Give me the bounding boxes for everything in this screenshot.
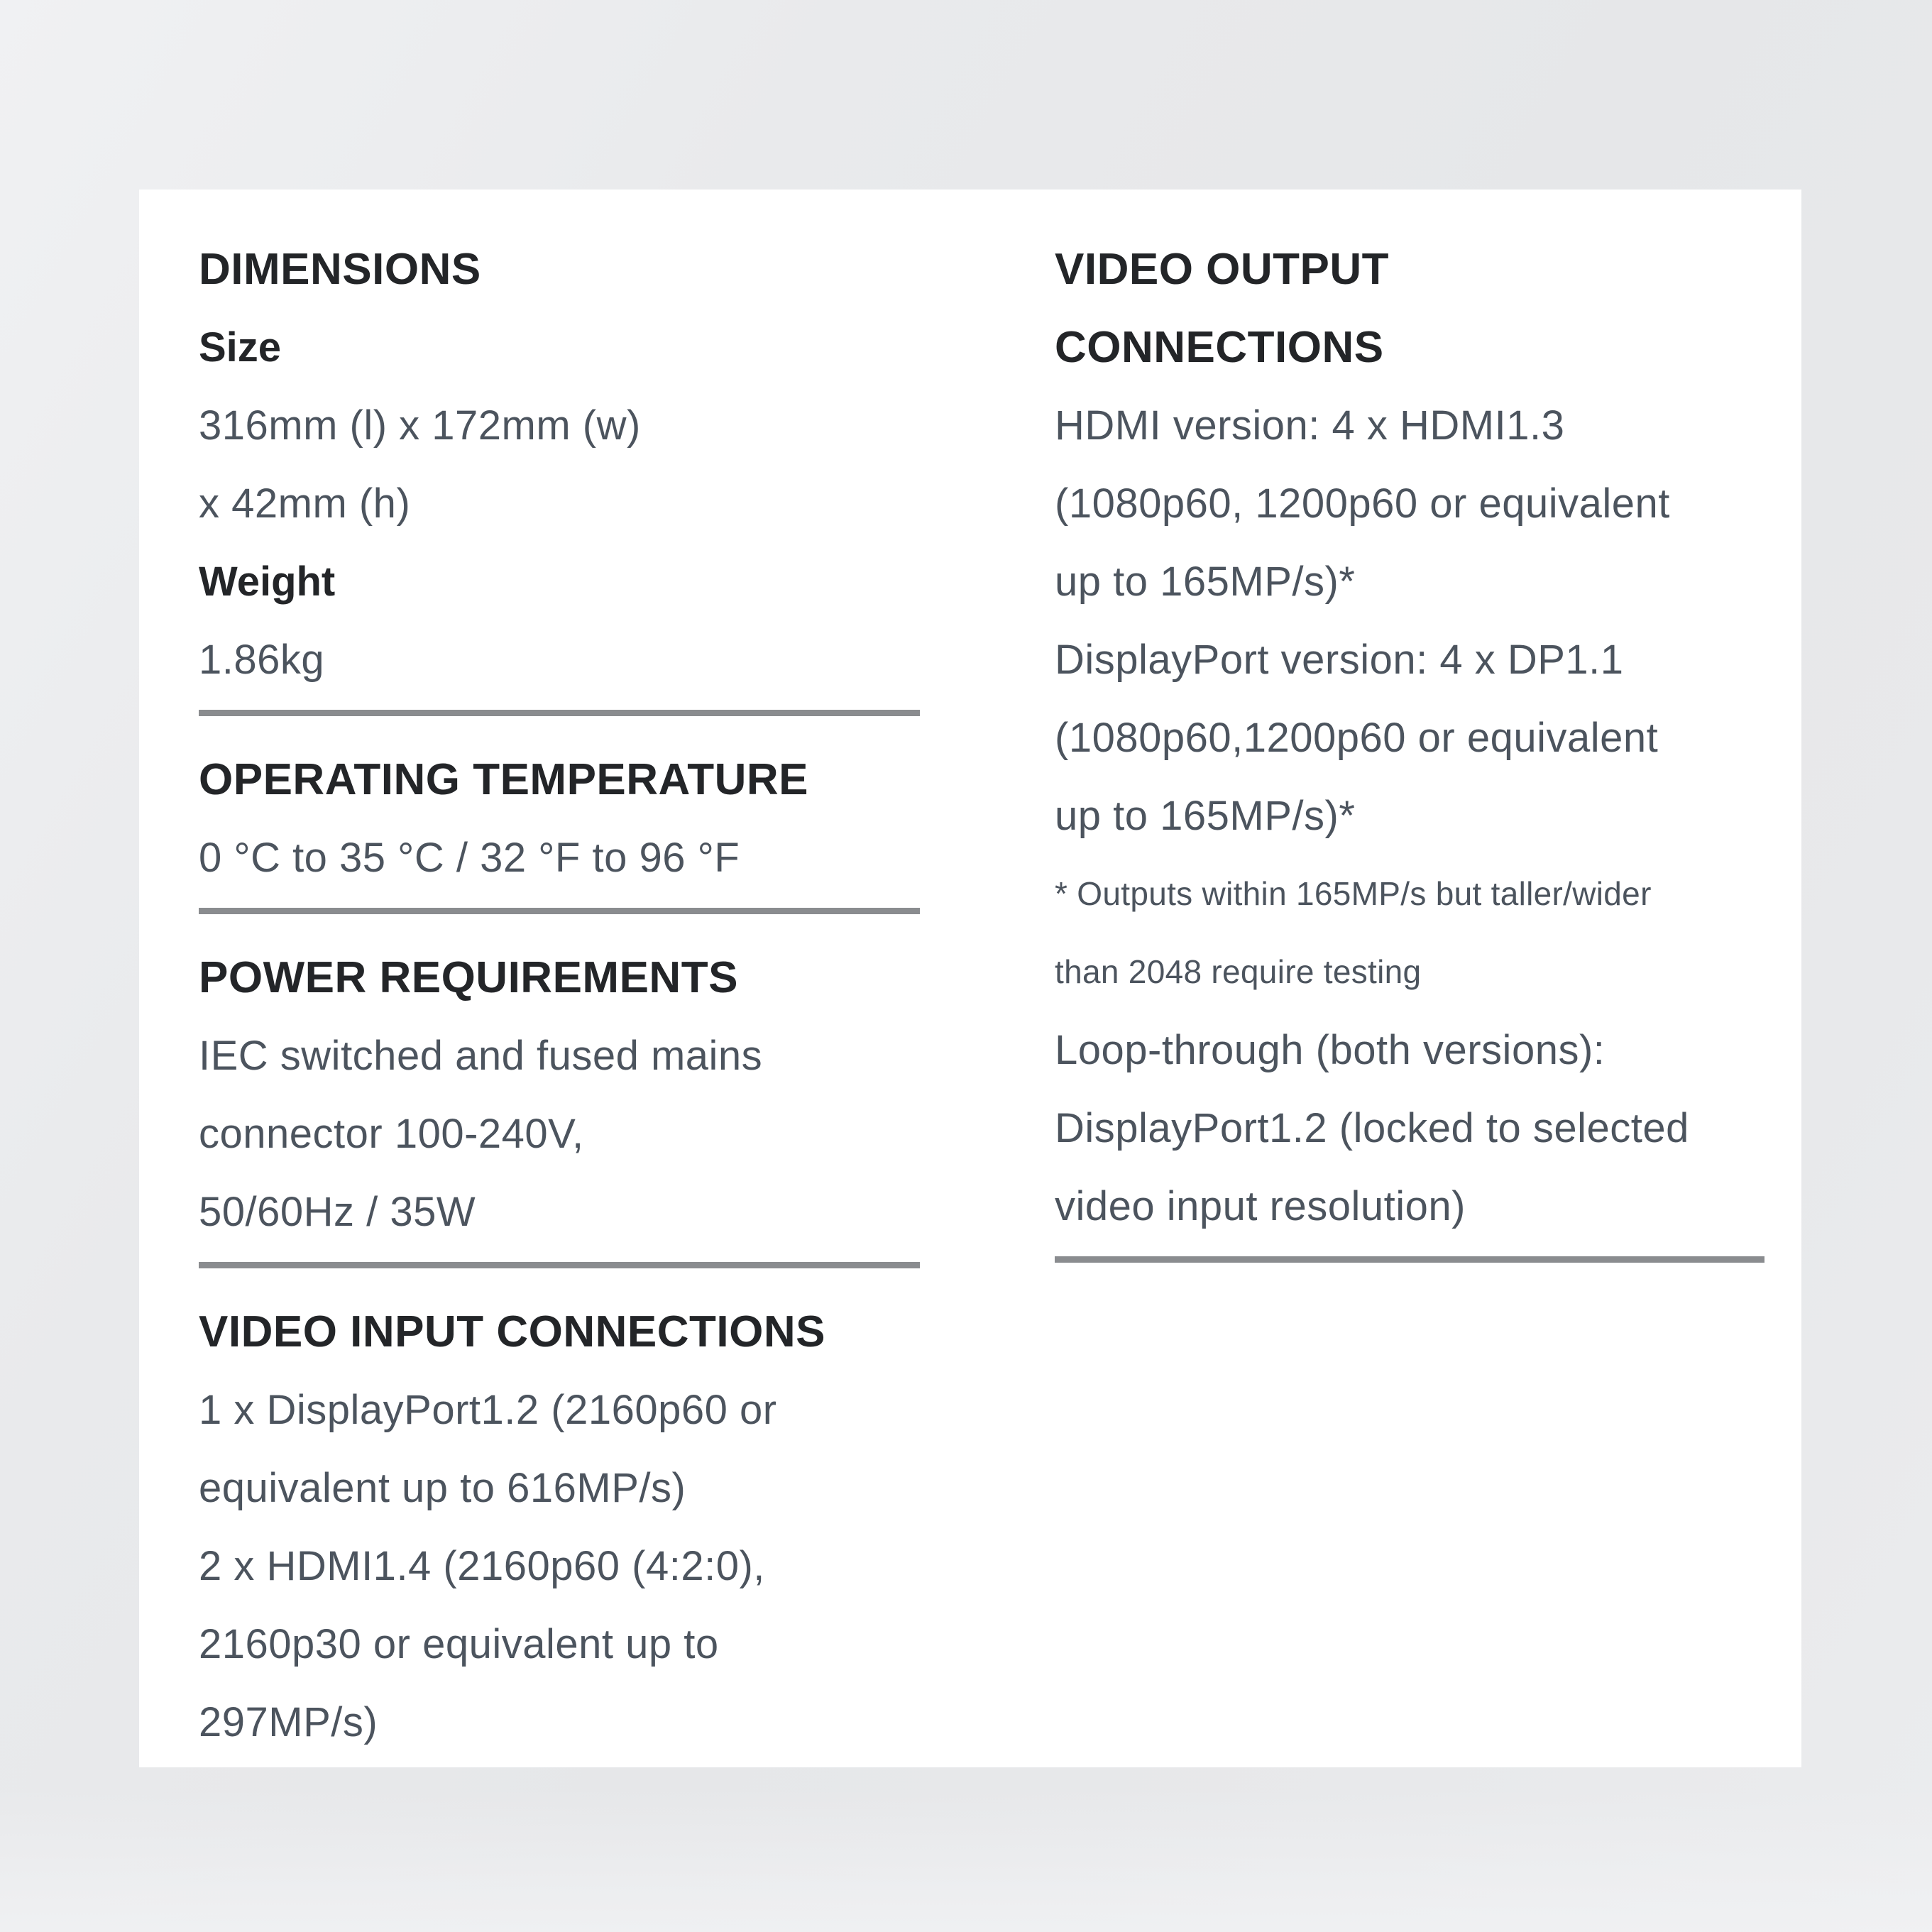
right-column: [1055, 230, 1807, 1287]
weight-label: Weight: [199, 558, 336, 605]
weight-value: 1.86kg: [199, 636, 325, 683]
power-requirements-line-3: 50/60Hz / 35W: [199, 1188, 476, 1235]
video-input-line-4: 2160p30 or equivalent up to: [199, 1620, 719, 1667]
video-input-line-2: equivalent up to 616MP/s): [199, 1464, 686, 1511]
video-output-connections-heading-line-2: CONNECTIONS: [1055, 322, 1384, 372]
video-output-line-5: (1080p60,1200p60 or equivalent: [1055, 714, 1659, 761]
video-output-line-3: up to 165MP/s)*: [1055, 558, 1356, 605]
size-value-line-2: x 42mm (h): [199, 480, 411, 527]
operating-temperature-value: 0 °C to 35 °C / 32 °F to 96 °F: [199, 834, 740, 881]
section-divider: [199, 1262, 920, 1268]
operating-temperature-heading: OPERATING TEMPERATURE: [199, 754, 809, 804]
spec-sheet-card: [139, 190, 1801, 1767]
size-label: Size: [199, 324, 282, 371]
section-divider: [1055, 1256, 1764, 1263]
section-divider: [199, 908, 920, 914]
dimensions-heading: DIMENSIONS: [199, 244, 481, 294]
video-input-line-5: 297MP/s): [199, 1698, 378, 1745]
left-column: [199, 230, 924, 1761]
video-output-footnote-line-2: than 2048 require testing: [1055, 953, 1422, 990]
video-output-line-9: video input resolution): [1055, 1182, 1466, 1229]
video-output-connections-heading-line-1: VIDEO OUTPUT: [1055, 244, 1390, 294]
video-input-line-3: 2 x HDMI1.4 (2160p60 (4:2:0),: [199, 1542, 765, 1589]
power-requirements-line-1: IEC switched and fused mains: [199, 1032, 763, 1079]
video-output-line-6: up to 165MP/s)*: [1055, 792, 1356, 839]
video-output-line-2: (1080p60, 1200p60 or equivalent: [1055, 480, 1670, 527]
power-requirements-heading: POWER REQUIREMENTS: [199, 953, 738, 1002]
video-output-footnote-line-1: * Outputs within 165MP/s but taller/wider: [1055, 875, 1652, 912]
power-requirements-line-2: connector 100-240V,: [199, 1110, 584, 1157]
video-output-line-1: HDMI version: 4 x HDMI1.3: [1055, 402, 1565, 449]
video-input-line-1: 1 x DisplayPort1.2 (2160p60 or: [199, 1386, 777, 1433]
video-output-line-8: DisplayPort1.2 (locked to selected: [1055, 1104, 1689, 1151]
video-output-line-4: DisplayPort version: 4 x DP1.1: [1055, 636, 1624, 683]
size-value-line-1: 316mm (l) x 172mm (w): [199, 402, 641, 449]
section-divider: [199, 710, 920, 716]
video-output-line-7: Loop-through (both versions):: [1055, 1026, 1606, 1073]
background-light-band: [0, 1789, 1932, 1932]
video-input-connections-heading: VIDEO INPUT CONNECTIONS: [199, 1307, 826, 1356]
